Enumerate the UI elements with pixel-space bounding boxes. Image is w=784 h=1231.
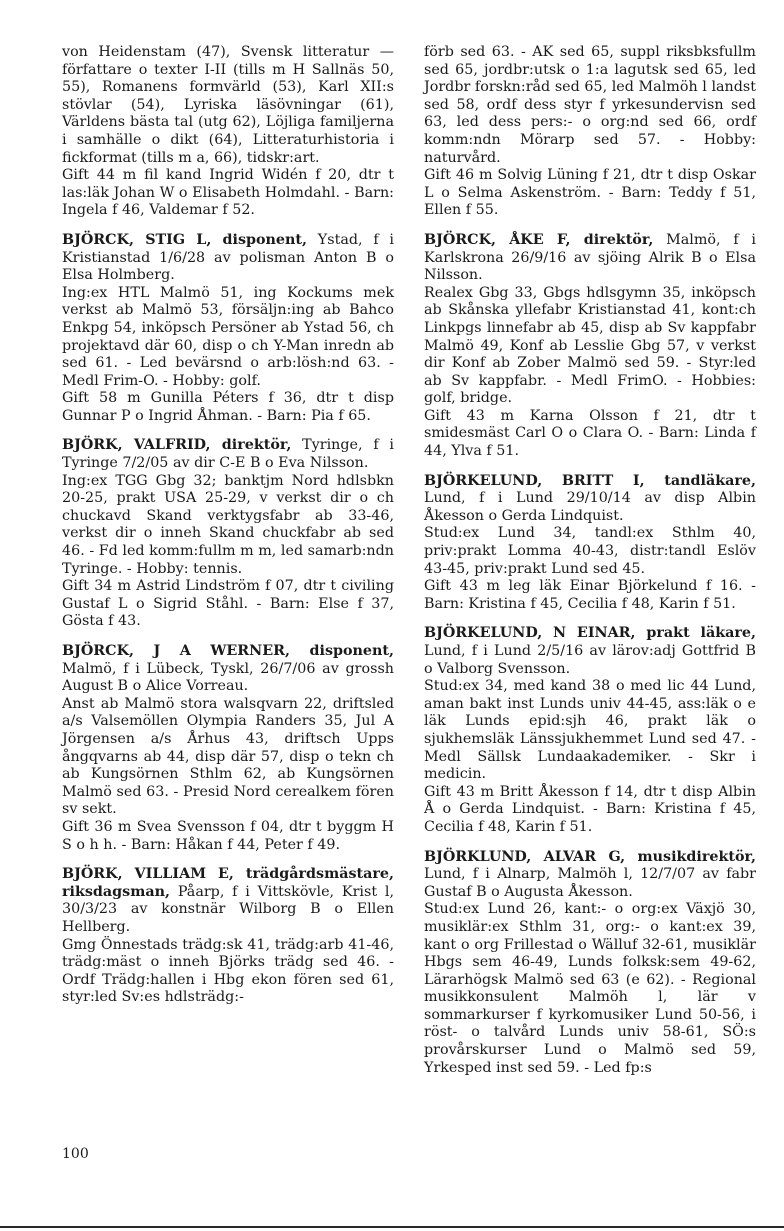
entry-text: Stud:ex Lund 34, tandl:ex Sthlm 40, priv:prakt Lomma 40-43, distr:tandl Eslöv 43-45, priv:prakt Lund sed 45. [424,525,756,577]
entry-first-line [62,643,394,696]
entry-text: Tyringe, f i Tyringe 7/2/05 av dir C-E B o Eva Nilsson. [62,437,394,472]
entry-heading: BJÖRCK, ÅKE F, direktör, [424,231,654,248]
entry-heading: BJÖRKLUND, ALVAR G, musikdirektör, [424,848,756,865]
page-number: 100 [62,1146,89,1162]
entry-text: Lund, f i Lund 29/10/14 av disp Albin Åkesson o Gerda Lindquist. [424,490,756,524]
entry-bjorck-ake [424,232,756,461]
entry-text: Ystad, f i Kristianstad 1/6/28 av polisman Anton B o Elsa Holmberg. [62,231,394,284]
entry-text: Påarp, f i Vittskövle, Krist l, 30/3/23 av konstnär Wilborg B o Ellen Hellberg. [62,883,394,935]
entry-bjorklund-alvar [424,849,756,1078]
left-column [62,44,394,1019]
entry-text: Gift 43 m leg läk Einar Björkelund f 16. - Barn: Kristina f 45, Cecilia f 48, Karin f 51. [424,578,756,612]
entry-text: Gmg Önnestads trädg:sk 41, trädg:arb 41-46, trädg:mäst o inneh Björks trädg sed 46. - Ordf Trädg:hallen i Hbg ekon fören sed 61, styr:led Sv:es hdlsträdg:- [62,936,394,1006]
entry-text: Anst ab Malmö stora walsqvarn 22, driftsled a/s Valsemöllen Olympia Randers 35, Jul A Jörgensen a/s Århus 43, driftsch Upps ångqvarns ab 44, disp där 57, disp o tekn ch ab Kungsörnen Sthlm 62, ab Kungsörnen Malmö sed 63. - Presid Nord cerealkem fören sv sekt. [62,695,394,818]
entry-heading: BJÖRCK, STIG L, disponent, [62,231,308,248]
entry-bjork-valfrid [62,437,394,631]
entry-bjorck-stig [62,232,394,426]
entry-heading: BJÖRKELUND, BRITT I, tandläkare, [424,472,756,489]
bottom-rule [0,1226,784,1228]
entry-text: Gift 36 m Svea Svensson f 04, dtr t byggm H S o h h. - Barn: Håkan f 44, Peter f 49. [62,818,394,853]
entry-text: Malmö, f i Lübeck, Tyskl, 26/7/06 av grossh August B o Alice Vorreau. [62,660,394,695]
entry-text: Gift 43 m Britt Åkesson f 14, dtr t disp Albin Å o Gerda Lindquist. - Barn: Kristina f 45, Cecilia f 48, Karin f 51. [424,783,756,835]
entry-heading: BJÖRK, VALFRID, direktör, [62,437,292,454]
entry-heading: BJÖRKELUND, N EINAR, prakt läkare, [424,625,756,642]
entry-text: von Heidenstam (47), Svensk litteratur — författare o texter I-II (tills m H Sallnäs 50, 55), Romanens formvärld (53), Karl XII:s stövlar (54), Lyriska läsövningar (61), Världens bästa tal (utg 62), Löjliga familjerna i samhälle o dikt (64), Litteraturhistoria i fickformat (tills m a, 66), tidskr:art. [62,44,394,166]
entry-first-line [424,473,756,526]
entry-text: Lund, f i Alnarp, Malmöh l, 12/7/07 av fabr Gustaf B o Augusta Åkesson. [424,866,756,900]
entry-heidenstam-continued [62,44,394,220]
entry-first-line [424,625,756,678]
entry-text: Gift 43 m Karna Olsson f 21, dtr t smidesmäst Carl O o Clara O. - Barn: Linda f 44, Ylva f 51. [424,407,756,460]
entry-text: Gift 58 m Gunilla Péters f 36, dtr t disp Gunnar P o Ingrid Åhman. - Barn: Pia f 65. [62,390,394,424]
entry-first-line [424,849,756,902]
entry-first-line [62,866,394,936]
entry-text: Gift 46 m Solvig Lüning f 21, dtr t disp Oskar L o Selma Askenström. - Barn: Teddy f 51, Ellen f 55. [424,167,756,219]
entry-bjork-villiam [62,866,394,1007]
entry-heading: BJÖRCK, J A WERNER, disponent, [62,643,394,659]
entry-text: Ing:ex TGG Gbg 32; banktjm Nord hdlsbkn 20-25, prakt USA 25-29, v verkst dir o ch chuckavd Skand verktygsfabr ab 33-46, verkst dir o inneh Skand chuckfabr ab sed 46. - Fd led komm:fullm m m, led samarb:ndn Tyringe. - Hobby: tennis. [62,472,394,577]
entry-first-line [62,232,394,285]
entry-text: Stud:ex 34, med kand 38 o med lic 44 Lund, aman bakt inst Lunds univ 44-45, ass:läk o e läk Lunds epid:sjh 46, prakt läk o sjukhemsläk Länssjukhemmet Lund sed 47. - Medl Sällsk Lundaakademiker. - Skr i medicin. [424,678,756,783]
entry-bjorkelund-einar [424,625,756,836]
entry-bjorkelund-britt [424,473,756,614]
entry-text: Malmö, f i Karlskrona 26/9/16 av sjöing Alrik B o Elsa Nilsson. [424,231,756,284]
entry-first-line [62,437,394,472]
entry-text: Ing:ex HTL Malmö 51, ing Kockums mek verkst ab Malmö 53, försäljn:ing ab Bahco Enkpg 54, inköpsch Persöner ab Ystad 56, ch projektavd där 60, disp o ch Y-Man inredn ab sed 61. - Led bevärsnd o arb:lösh:nd 63. - Medl Frim-O. - Hobby: golf. [62,284,394,389]
right-column [424,44,756,1089]
entry-text: Gift 44 m fil kand Ingrid Widén f 20, dtr t las:läk Johan W o Elisabeth Holmdahl. - Barn: Ingela f 46, Valdemar f 52. [62,167,394,219]
entry-first-line [424,232,756,285]
entry-bjork-villiam-continued [424,44,756,220]
entry-bjorck-werner [62,643,394,854]
entry-text: Lund, f i Lund 2/5/16 av lärov:adj Gottfrid B o Valborg Svensson. [424,643,756,677]
entry-text: förb sed 63. - AK sed 65, suppl riksbksfullm sed 65, jordbr:utsk o 1:a lagutsk sed 65, led Jordbr forskn:råd sed 65, led Malmöh l landst sed 58, ordf dess styr f yrkesundervisn sed 63, led dess pers:- o org:nd sed 66, ordf komm:ndn Mörarp sed 57. - Hobby: naturvård. [424,44,756,166]
entry-text: Realex Gbg 33, Gbgs hdlsgymn 35, inköpsch ab Skånska yllefabr Kristianstad 41, kont:ch Linkpgs linnefabr ab 45, disp ab Sv kappfabr Malmö 49, Konf ab Lesslie Gbg 57, v verkst dir Konf ab Zober Malmö sed 59. - Styr:led ab Sv kappfabr. - Medl FrimO. - Hobbies: golf, bridge. [424,284,756,407]
entry-text: Gift 34 m Astrid Lindström f 07, dtr t civiling Gustaf L o Sigrid Ståhl. - Barn: Else f 37, Gösta f 43. [62,578,394,630]
entry-text: Stud:ex Lund 26, kant:- o org:ex Växjö 30, musiklär:ex Sthlm 31, org:- o kant:ex 39, kant o org Frillestad o Wälluf 32-61, musiklär Hbgs sem 46-49, Lunds folksk:sem 49-62, Lärarhögsk Malmö sed 63 (e 62). - Regional musikkonsulent Malmöh l, lär v sommarkurser f kyrkomusiker Lund 50-56, i röst- o talvård Lunds univ 58-61, SÖ:s provårskurser Lund o Malmö sed 59, Yrkesped inst sed 59. - Led fp:s [424,901,756,1076]
entry-heading: BJÖRK, VILLIAM E, trädgårdsmästare, riksdagsman, [62,866,394,900]
